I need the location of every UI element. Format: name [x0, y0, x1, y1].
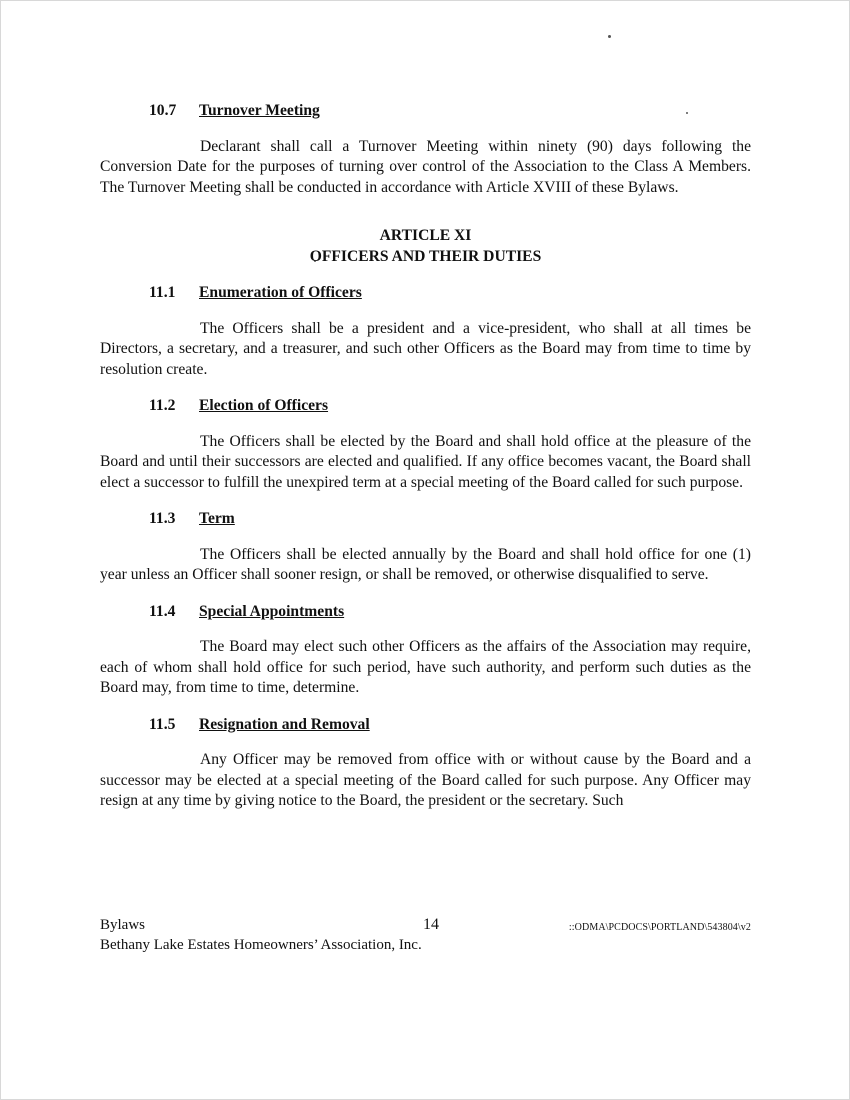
- footer-doc-name: Bylaws: [100, 917, 145, 933]
- section-paragraph: The Board may elect such other Officers as the affairs of the Association may require, each of whom shall hold office for such period, have such authority, and perform such duties as the Board may, from time to time, determine.: [100, 638, 751, 696]
- section-title: Special Appointments: [199, 602, 345, 620]
- section-number: 10.7: [149, 102, 177, 119]
- section-heading-11-1: [149, 283, 751, 304]
- section-number: 11.1: [149, 284, 176, 301]
- page-number: 14: [423, 916, 439, 933]
- scan-speck: [608, 35, 611, 38]
- section-paragraph: The Officers shall be elected annually by the Board and shall hold office for one (1) year unless an Officer shall sooner resign, or shall be removed, or otherwise disqualified to serve.: [100, 545, 751, 583]
- article-title: OFFICERS AND THEIR DUTIES: [309, 247, 542, 265]
- section-title: Turnover Meeting: [199, 102, 320, 119]
- section-paragraph: Any Officer may be removed from office with or without cause by the Board and a successor may be elected at a special meeting of the Board called for such purpose. Any Officer may resign at any time by giving notice to the Board, the president or the secretary. Such: [100, 751, 751, 809]
- section-paragraph: The Officers shall be elected by the Board and shall hold office at the pleasure of the Board and until their successors are elected and qualified. If any office becomes vacant, the Board shall elect a successor to fulfill the unexpired term at a special meeting of the Board called for such purpose.: [100, 432, 751, 491]
- section-heading-11-5: [149, 715, 751, 736]
- section-title: Term: [199, 510, 235, 527]
- document-body: [100, 101, 751, 812]
- footer-doc-path: ::ODMA\PCDOCS\PORTLAND\543804\v2: [568, 922, 751, 933]
- section-title: Resignation and Removal: [199, 715, 370, 733]
- section-number: 11.5: [149, 715, 176, 733]
- section-paragraph: The Officers shall be a president and a vice-president, who shall at all times be Directors, a secretary, and a treasurer, and such other Officers as the Board may from time to time by resolution create.: [100, 319, 751, 378]
- section-heading-11-4: [149, 602, 751, 623]
- article-number: ARTICLE XI: [379, 227, 472, 244]
- article-heading: [100, 226, 751, 267]
- section-title: Enumeration of Officers: [199, 284, 362, 301]
- section-title: Election of Officers: [199, 397, 329, 414]
- section-number: 11.2: [149, 397, 176, 414]
- section-paragraph: Declarant shall call a Turnover Meeting within ninety (90) days following the Conversion Date for the purposes of turning over control of the Association to the Class A Members. The Turnover Meeting shall be conducted in accordance with Article XVIII of these Bylaws.: [100, 137, 751, 196]
- section-heading-10-7: [149, 101, 751, 122]
- section-number: 11.3: [149, 510, 176, 527]
- page-footer: [100, 915, 751, 955]
- section-heading-11-2: [149, 396, 751, 417]
- section-heading-11-3: [149, 509, 751, 530]
- footer-association: Bethany Lake Estates Homeowners’ Association, Inc.: [100, 937, 422, 953]
- section-number: 11.4: [149, 602, 176, 620]
